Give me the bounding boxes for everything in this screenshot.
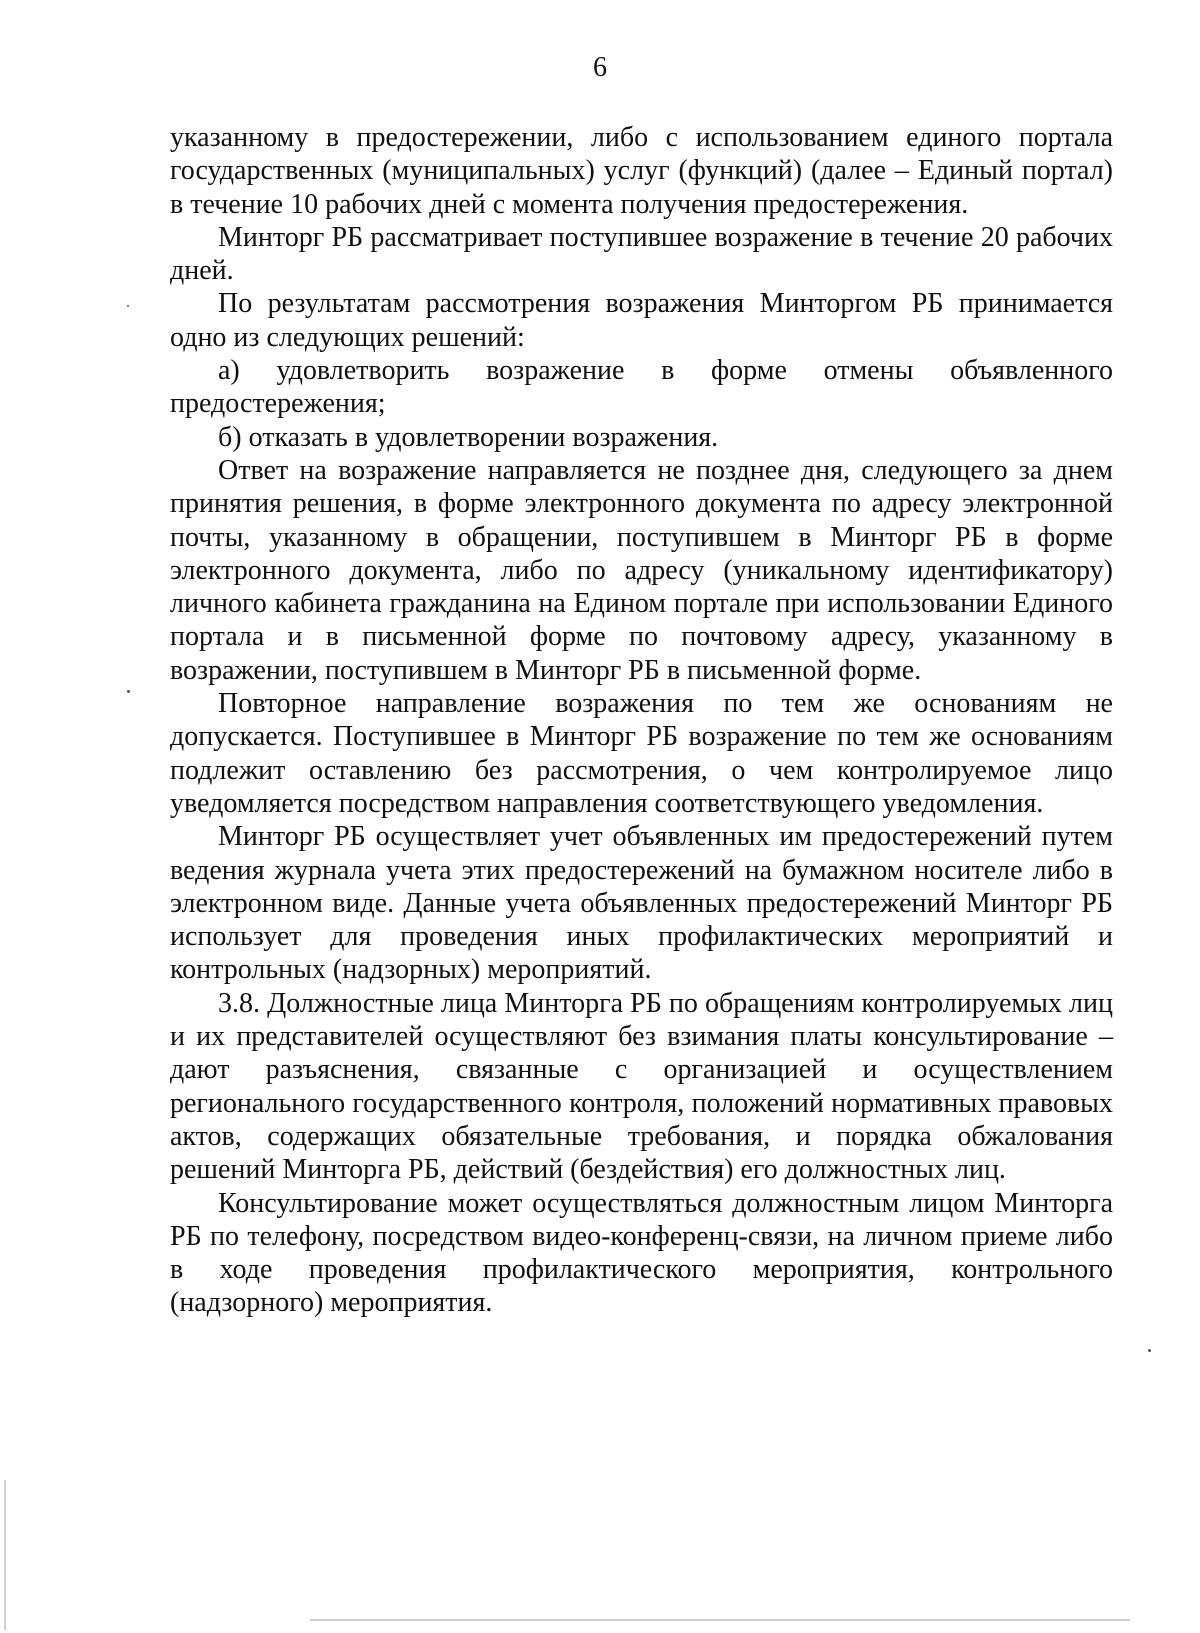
scan-speck <box>127 690 130 693</box>
paragraph-6: Ответ на возражение направляется не позднее дня, следующего за днем принятия решения, в форме электронного документа по адресу электронной почты, указанному в обращении, поступившем в Минторг РБ в форме электронного документа, либо по адресу (уникальному идентификатору) личного кабинета гражданина на Едином портале при использовании Единого портала и в письменной форме по почтовому адресу, указанному в возражении, поступившем в Минторг РБ в письменной форме. <box>170 454 1113 686</box>
document-body <box>170 121 1113 1320</box>
paragraph-9: 3.8. Должностные лица Минторга РБ по обращениям контролируемых лиц и их представителей осуществляют без взимания платы консультирование – дают разъяснения, связанные с организацией и осуществлением регионального государственного контроля, положений нормативных правовых актов, содержащих обязательные требования, и порядка обжалования решений Минторга РБ, действий (бездействия) его должностных лиц. <box>170 987 1113 1186</box>
page-number: 6 <box>593 52 607 83</box>
paragraph-2: Минторг РБ рассматривает поступившее возражение в течение 20 рабочих дней. <box>170 221 1113 287</box>
paragraph-5: б) отказать в удовлетворении возражения. <box>218 421 719 453</box>
scan-speck <box>127 305 129 307</box>
paragraph-3: По результатам рассмотрения возражения Минторгом РБ принимается одно из следующих решений: <box>170 288 1113 353</box>
scan-edge-left <box>4 1480 6 1630</box>
scan-edge-line <box>310 1619 1130 1621</box>
paragraph-10: Консультирование может осуществляться должностным лицом Минторга РБ по телефону, посредством видео-конференц-связи, на личном приеме либо в ходе проведения профилактического мероприятия, контрольного (надзорного) мероприятия. <box>170 1187 1113 1319</box>
paragraph-4: а) удовлетворить возражение в форме отмены объявленного предостережения; <box>170 355 1113 420</box>
paragraph-7: Повторное направление возражения по тем же основаниям не допускается. Поступившее в Минторг РБ возражение по тем же основаниям подлежит оставлению без рассмотрения, о чем контролируемое лицо уведомляется посредством направления соответствующего уведомления. <box>170 688 1113 819</box>
paragraph-8: Минторг РБ осуществляет учет объявленных им предостережений путем ведения журнала учета этих предостережений на бумажном носителе либо в электронном виде. Данные учета объявленных предостережений Минторг РБ использует для проведения иных профилактических мероприятий и контрольных (надзорных) мероприятий. <box>170 821 1113 986</box>
paragraph-1: указанному в предостережении, либо с использованием единого портала государственных (муниципальных) услуг (функций) (далее – Единый портал) в течение 10 рабочих дней с момента получения предостережения. <box>170 122 1113 220</box>
scan-speck <box>1148 1349 1151 1352</box>
